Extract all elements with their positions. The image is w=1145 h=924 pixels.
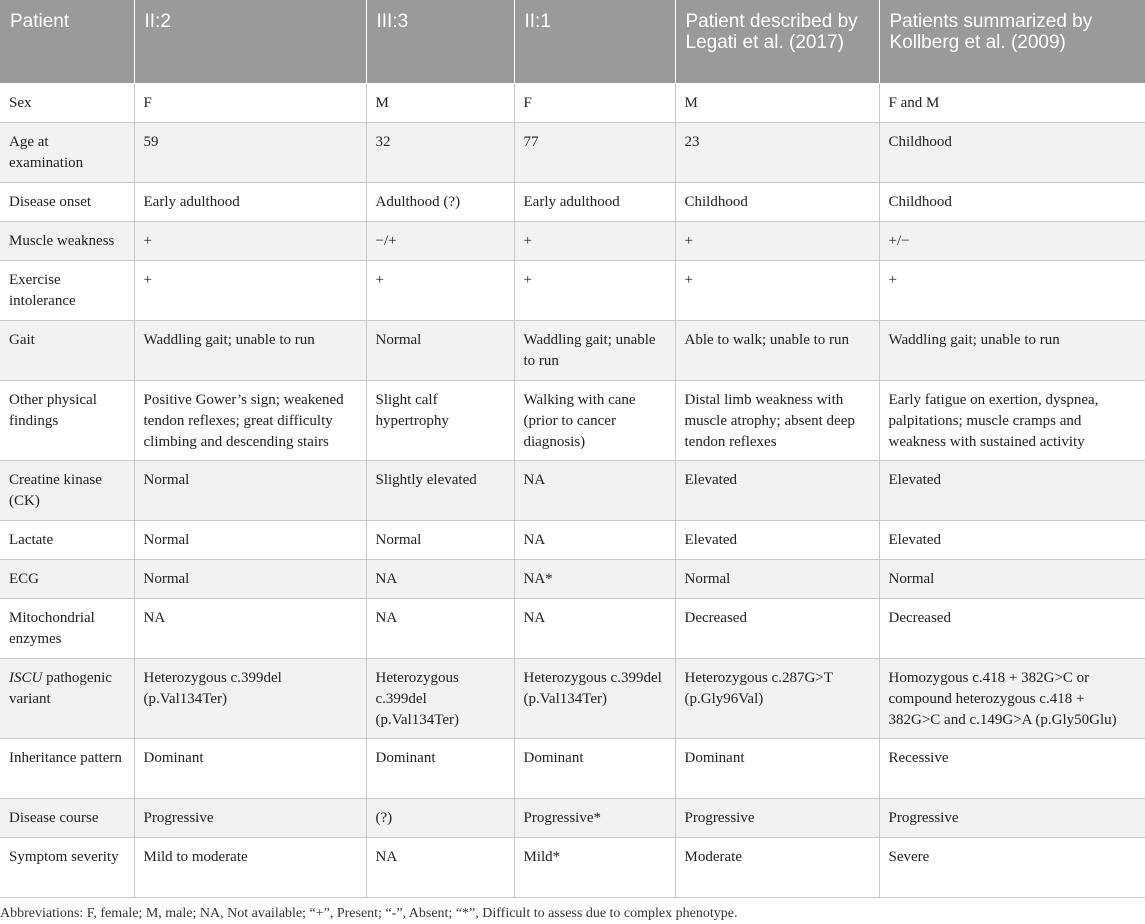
table-cell: NA [134, 598, 366, 658]
table-row [0, 658, 1145, 738]
table-cell: NA [366, 559, 514, 598]
row-label: Disease course [0, 798, 134, 837]
table-footnote: Abbreviations: F, female; M, male; NA, Not available; “+”, Present; “-”, Absent; “*”, Difficult to assess due to complex phenotype. [0, 906, 738, 921]
table-cell: Heterozygous c.399del (p.Val134Ter) [134, 658, 366, 738]
table-cell: Early adulthood [134, 182, 366, 221]
header-cell: Patient [0, 0, 134, 83]
table-cell: Normal [134, 460, 366, 520]
table-cell: + [675, 260, 879, 320]
table-row [0, 83, 1145, 122]
table-row [0, 798, 1145, 837]
table-cell: Progressive* [514, 798, 675, 837]
table-cell: Waddling gait; unable to run [134, 320, 366, 380]
table-cell: Elevated [675, 520, 879, 559]
table-cell: Decreased [675, 598, 879, 658]
header-row [0, 0, 1145, 83]
row-label: Inheritance pattern [0, 738, 134, 798]
table-cell: Elevated [879, 520, 1145, 559]
table-cell: Adulthood (?) [366, 182, 514, 221]
table-cell: F [134, 83, 366, 122]
table-cell: Positive Gower’s sign; weakened tendon reflexes; great difficulty climbing and descending stairs [134, 380, 366, 460]
row-label: Symptom severity [0, 837, 134, 897]
header-cell: II:1 [514, 0, 675, 83]
row-label [0, 658, 134, 738]
table-cell: Distal limb weakness with muscle atrophy; absent deep tendon reflexes [675, 380, 879, 460]
row-label: ECG [0, 559, 134, 598]
table-cell: NA [366, 598, 514, 658]
table-cell: F and M [879, 83, 1145, 122]
table-row [0, 598, 1145, 658]
row-label-text: pathogenic variant [9, 669, 112, 707]
table-cell: Slight calf hypertrophy [366, 380, 514, 460]
table-cell: NA* [514, 559, 675, 598]
table-cell: + [134, 221, 366, 260]
table-cell: Progressive [134, 798, 366, 837]
table-cell: + [134, 260, 366, 320]
table-cell: Normal [675, 559, 879, 598]
table-cell: M [675, 83, 879, 122]
row-label: Sex [0, 83, 134, 122]
table-cell: Dominant [134, 738, 366, 798]
table-cell: Waddling gait; unable to run [879, 320, 1145, 380]
table-cell: + [879, 260, 1145, 320]
table-cell: Waddling gait; unable to run [514, 320, 675, 380]
row-label: Lactate [0, 520, 134, 559]
table-cell: Decreased [879, 598, 1145, 658]
table-cell: Dominant [514, 738, 675, 798]
table-cell: NA [514, 598, 675, 658]
table-row [0, 260, 1145, 320]
table-cell: 23 [675, 122, 879, 182]
table-row [0, 320, 1145, 380]
table-cell: + [514, 221, 675, 260]
table-row [0, 520, 1145, 559]
table-row [0, 122, 1145, 182]
table-cell: Heterozygous c.399del (p.Val134Ter) [366, 658, 514, 738]
table-cell: Childhood [879, 182, 1145, 221]
table-cell: Early fatigue on exertion, dyspnea, palpitations; muscle cramps and weakness with sustained activity [879, 380, 1145, 460]
table-cell: Able to walk; unable to run [675, 320, 879, 380]
table-cell: Dominant [366, 738, 514, 798]
row-label: Exercise intolerance [0, 260, 134, 320]
table-cell: NA [366, 837, 514, 897]
table-cell: F [514, 83, 675, 122]
table-cell: 32 [366, 122, 514, 182]
row-label: Muscle weakness [0, 221, 134, 260]
table-cell: Heterozygous c.287G>T (p.Gly96Val) [675, 658, 879, 738]
table-cell: Childhood [879, 122, 1145, 182]
table-row [0, 460, 1145, 520]
table-cell: Mild to moderate [134, 837, 366, 897]
table-cell: Heterozygous c.399del (p.Val134Ter) [514, 658, 675, 738]
row-label: Other physical findings [0, 380, 134, 460]
table-cell: + [514, 260, 675, 320]
table-cell: 59 [134, 122, 366, 182]
table-cell: −/+ [366, 221, 514, 260]
table-cell: Dominant [675, 738, 879, 798]
table-cell: Slightly elevated [366, 460, 514, 520]
table-cell: Normal [134, 559, 366, 598]
table-row [0, 837, 1145, 897]
table-cell: Elevated [675, 460, 879, 520]
table-cell: NA [514, 520, 675, 559]
table-cell: Recessive [879, 738, 1145, 798]
table-cell: Moderate [675, 837, 879, 897]
row-label: Gait [0, 320, 134, 380]
table-cell: Homozygous c.418 + 382G>C or compound heterozygous c.418 + 382G>C and c.149G>A (p.Gly50Glu) [879, 658, 1145, 738]
header-cell: Patients summarized by Kollberg et al. (2009) [879, 0, 1145, 83]
table-row [0, 559, 1145, 598]
table-cell: Normal [366, 520, 514, 559]
table-cell: Walking with cane (prior to cancer diagnosis) [514, 380, 675, 460]
table-cell: 77 [514, 122, 675, 182]
header-cell: Patient described by Legati et al. (2017) [675, 0, 879, 83]
table-cell: Normal [879, 559, 1145, 598]
row-label: Creatine kinase (CK) [0, 460, 134, 520]
table-row [0, 380, 1145, 460]
header-cell: II:2 [134, 0, 366, 83]
table-cell: Childhood [675, 182, 879, 221]
table-cell: + [675, 221, 879, 260]
table-row [0, 182, 1145, 221]
table-cell: Severe [879, 837, 1145, 897]
table-cell: M [366, 83, 514, 122]
table-cell: Normal [134, 520, 366, 559]
row-label: Mitochondrial enzymes [0, 598, 134, 658]
table-cell: Normal [366, 320, 514, 380]
row-label: Disease onset [0, 182, 134, 221]
table-row [0, 738, 1145, 798]
table-cell: Early adulthood [514, 182, 675, 221]
gene-name: ISCU [9, 669, 43, 686]
table-cell: NA [514, 460, 675, 520]
table-cell: Progressive [879, 798, 1145, 837]
header-cell: III:3 [366, 0, 514, 83]
table-cell: Elevated [879, 460, 1145, 520]
table-cell: Progressive [675, 798, 879, 837]
table-cell: +/− [879, 221, 1145, 260]
table-row [0, 221, 1145, 260]
row-label: Age at examination [0, 122, 134, 182]
table-cell: Mild* [514, 837, 675, 897]
table-cell: (?) [366, 798, 514, 837]
table-cell: + [366, 260, 514, 320]
